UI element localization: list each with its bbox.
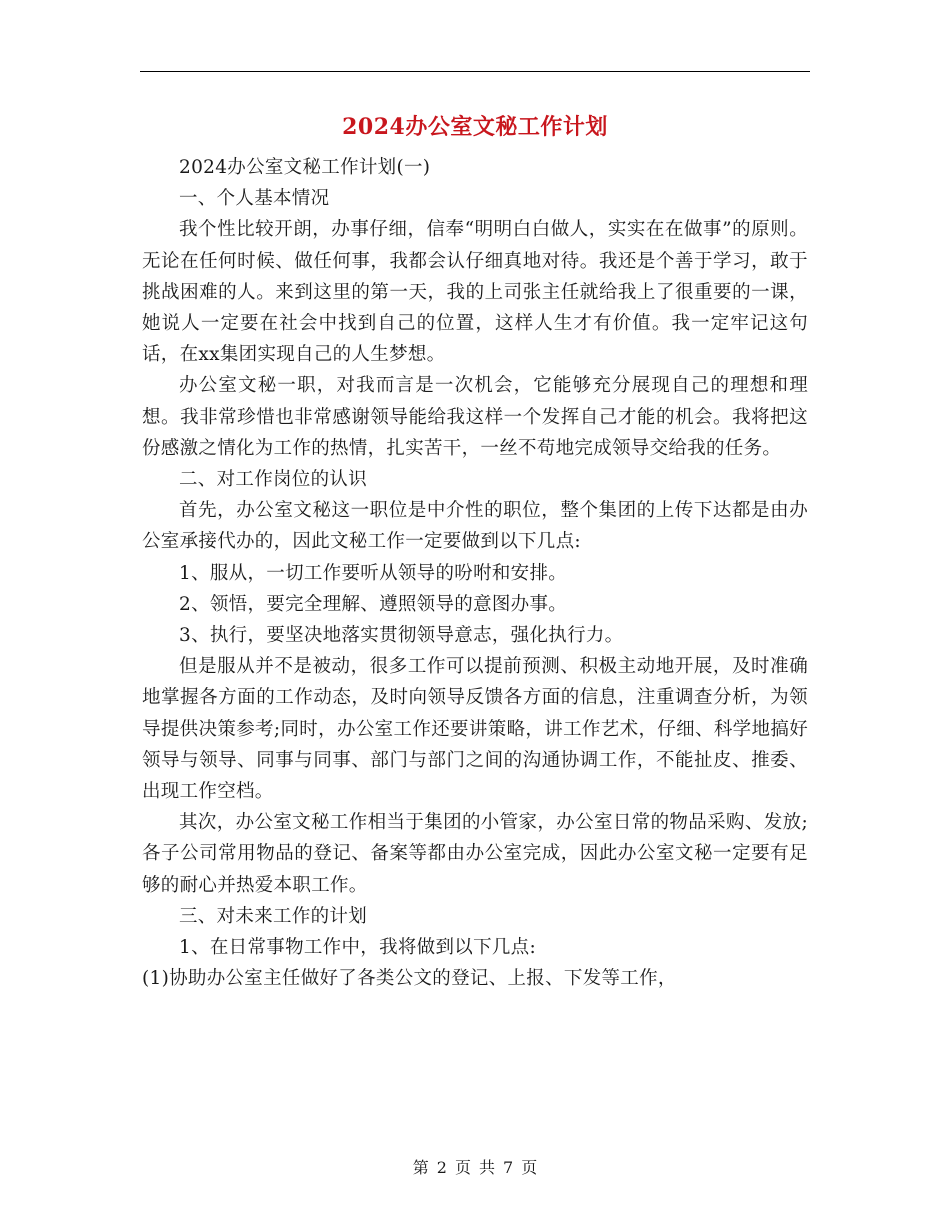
list-item: 1、在日常事物工作中，我将做到以下几点:: [179, 937, 537, 959]
document-title: 2024办公室文秘工作计划: [342, 114, 608, 140]
current-page-number: 2: [436, 1158, 447, 1177]
section-heading-2: 二、对工作岗位的认识: [179, 469, 368, 491]
section-heading-3: 三、对未来工作的计划: [179, 905, 368, 927]
paragraph: 办公室文秘一职，对我而言是一次机会，它能够充分展现自己的理想和理想。我非常珍惜也非常感谢领导能给我这样一个发挥自己才能的机会。我将把这份感激之情化为工作的热情，扎实苦干，一丝不苟地完成领导交给我的任务。: [142, 375, 808, 459]
page-label-mid: 页: [454, 1158, 471, 1177]
total-label: 共: [479, 1158, 496, 1177]
page-footer: [0, 1155, 950, 1178]
total-pages-number: 7: [503, 1158, 514, 1177]
document-body: [142, 152, 808, 994]
list-item: (1)协助办公室主任做好了各类公文的登记、上报、下发等工作，: [142, 968, 677, 990]
paragraph: 我个性比较开朗，办事仔细，信奉“明明白白做人，实实在在做事”的原则。无论在任何时候、做任何事，我都会认仔细真地对待。我还是个善于学习，敢于挑战困难的人。来到这里的第一天，我的上司张主任就给我上了很重要的一课，她说人一定要在社会中找到自己的位置，这样人生才有价值。我一定牢记这句话，在xx集团实现自己的人生梦想。: [142, 219, 808, 366]
paragraph-subtitle: 2024办公室文秘工作计划(一): [179, 157, 431, 178]
page-label-prefix: 第: [412, 1158, 429, 1177]
list-item: 2、领悟，要完全理解、遵照领导的意图办事。: [179, 593, 568, 615]
section-heading-1: 一、个人基本情况: [179, 188, 330, 210]
page-label-suffix: 页: [521, 1158, 538, 1177]
list-item: 3、执行，要坚决地落实贯彻领导意志，强化执行力。: [179, 625, 624, 647]
paragraph: 但是服从并不是被动，很多工作可以提前预测、积极主动地开展，及时准确地掌握各方面的工作动态，及时向领导反馈各方面的信息，注重调查分析，为领导提供决策参考;同时，办公室工作还要讲策略，讲工作艺术，仔细、科学地搞好领导与领导、同事与同事、部门与部门之间的沟通协调工作，不能扯皮、推委、出现工作空档。: [142, 656, 808, 803]
header-rule: [140, 71, 810, 72]
paragraph: 首先，办公室文秘这一职位是中介性的职位，整个集团的上传下达都是由办公室承接代办的，因此文秘工作一定要做到以下几点:: [142, 500, 808, 553]
list-item: 1、服从，一切工作要听从领导的吩咐和安排。: [179, 562, 568, 584]
paragraph: 其次，办公室文秘工作相当于集团的小管家，办公室日常的物品采购、发放;各子公司常用物品的登记、备案等都由办公室完成，因此办公室文秘一定要有足够的耐心并热爱本职工作。: [142, 812, 808, 896]
